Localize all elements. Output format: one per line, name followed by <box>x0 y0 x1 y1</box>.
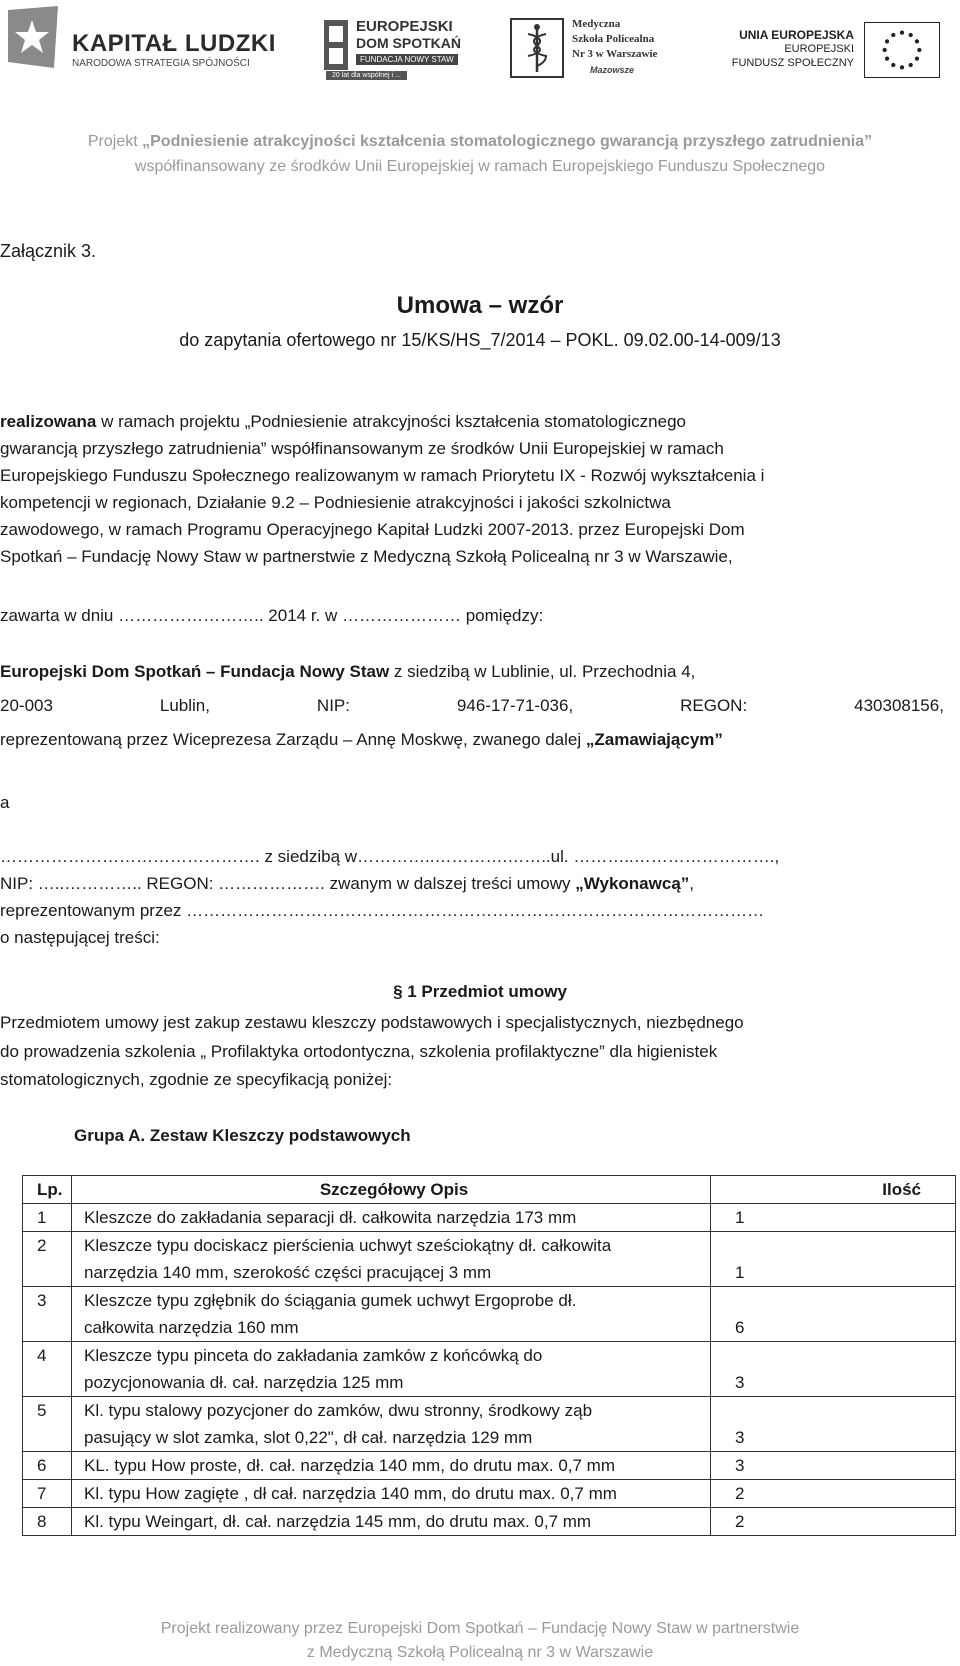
row-ilosc: 3 <box>711 1342 956 1397</box>
following-content: o następującej treści: <box>0 928 160 947</box>
table-row <box>23 1232 956 1287</box>
party1-nip-label: NIP: <box>316 696 350 715</box>
header-opis: Szczegółowy Opis <box>72 1176 711 1204</box>
row-lp: 7 <box>23 1480 72 1508</box>
party2-comma: , <box>689 874 695 893</box>
row-opis <box>72 1342 711 1397</box>
eds-line-3: FUNDACJA NOWY STAW <box>356 54 458 65</box>
footer-line-2: z Medyczną Szkołą Policealną nr 3 w Warszawie <box>306 1644 654 1661</box>
header-ilosc: Ilość <box>711 1176 956 1204</box>
msp-line-1: Medyczna <box>572 18 621 30</box>
subject-line-1: Przedmiotem umowy jest zakup zestawu kleszczy podstawowych i specjalistycznych, niezbędnego <box>0 1013 744 1032</box>
row-ilosc: 3 <box>711 1397 956 1452</box>
concluded-line: zawarta w dniu …………………….. 2014 r. w ………………… pomiędzy: <box>0 606 544 625</box>
table-row <box>23 1204 956 1232</box>
row-lp: 4 <box>23 1342 72 1397</box>
msp-line-2: Szkoła Policealna <box>572 33 655 45</box>
intro-line-1-text: w ramach projektu „Podniesienie atrakcyjności kształcenia stomatologicznego <box>96 412 686 431</box>
kapital-ludzki-logo <box>8 6 276 69</box>
row-ilosc: 6 <box>711 1287 956 1342</box>
kapital-ludzki-subtitle: NARODOWA STRATEGIA SPÓJNOŚCI <box>72 58 250 69</box>
medyczna-szkola-logo <box>510 18 680 80</box>
subject-line-2: do prowadzenia szkolenia „ Profilaktyka ortodontyczna, szkolenia profilaktyczne” dla higienistek <box>0 1042 718 1061</box>
party2-line-2 <box>0 870 694 897</box>
intro-line-3: Europejskiego Funduszu Społecznego realizowanym w ramach Priorytetu IX - Rozwój wykształcenia i <box>0 466 765 485</box>
party2-ids: NIP: …..………….. REGON: ………………. zwanym w dalszej treści umowy <box>0 874 576 893</box>
kapital-ludzki-emblem-icon <box>8 6 58 68</box>
row-lp: 5 <box>23 1397 72 1452</box>
party2-line-3: reprezentowanym przez ………………………………………………………………………………………… <box>0 901 765 920</box>
party1-postcode: 20-003 <box>0 696 53 715</box>
eu-flag-icon <box>864 22 940 78</box>
intro-line-1 <box>0 408 686 435</box>
row-ilosc: 2 <box>711 1480 956 1508</box>
row-opis-line: Kl. typu Weingart, dł. cał. narzędzia 145 mm, do drutu max. 0,7 mm <box>84 1512 592 1531</box>
party2-line-1: ………………………………………. z siedzibą w…………..………….……..ul. ………..……………………., <box>0 847 780 866</box>
row-opis-line: Kleszcze do zakładania separacji dł. całkowita narzędzia 173 mm <box>84 1208 577 1227</box>
party1-city: Lublin, <box>159 696 210 715</box>
intro-line-5: zawodowego, w ramach Programu Operacyjnego Kapitał Ludzki 2007-2013. przez Europejski Dom <box>0 520 745 539</box>
row-lp: 2 <box>23 1232 72 1287</box>
table-row <box>23 1397 956 1452</box>
party1-name: Europejski Dom Spotkań – Fundacja Nowy Staw <box>0 662 390 681</box>
table-row <box>23 1342 956 1397</box>
unia-europejska-logo <box>718 22 940 80</box>
eu-line-1: UNIA EUROPEJSKA <box>739 28 854 42</box>
row-lp: 3 <box>23 1287 72 1342</box>
row-opis-line: narzędzia 140 mm, szerokość części pracującej 3 mm <box>84 1263 492 1282</box>
section-1-heading: § 1 Przedmiot umowy <box>393 982 567 1001</box>
row-opis <box>72 1287 711 1342</box>
eds-line-1: EUROPEJSKI <box>356 18 453 35</box>
row-lp: 8 <box>23 1508 72 1536</box>
row-opis-line: Kleszcze typu dociskacz pierścienia uchwyt sześciokątny dł. całkowita <box>84 1236 612 1255</box>
row-ilosc: 1 <box>711 1204 956 1232</box>
eds-line-4: 20 lat dla wspólnej i ... <box>326 71 407 80</box>
footer-line-1: Projekt realizowany przez Europejski Dom Spotkań – Fundację Nowy Staw w partnerstwie <box>160 1620 800 1637</box>
row-opis <box>72 1480 711 1508</box>
intro-bold: realizowana <box>0 412 97 431</box>
group-a-heading: Grupa A. Zestaw Kleszczy podstawowych <box>74 1126 411 1145</box>
document-title: Umowa – wzór <box>396 292 564 319</box>
project-prefix: Projekt <box>87 133 143 150</box>
row-lp: 6 <box>23 1452 72 1480</box>
row-opis-line: pasujący w slot zamka, slot 0,22", dł cał. narzędzia 129 mm <box>84 1428 533 1447</box>
row-opis <box>72 1232 711 1287</box>
party1-role: „Zamawiającym” <box>585 730 723 749</box>
party1-line-2 <box>0 692 944 719</box>
row-opis <box>72 1204 711 1232</box>
intro-line-2: gwarancją przyszłego zatrudnienia” współfinansowanym ze środków Unii Europejskiej w ramach <box>0 439 724 458</box>
row-opis-line: Kl. typu stalowy pozycjoner do zamków, dwu stronny, środkowy ząb <box>84 1401 593 1420</box>
project-cofinanced: współfinansowany ze środków Unii Europejskiej w ramach Europejskiego Funduszu Społecznego <box>134 158 826 175</box>
row-opis-line: KL. typu How proste, dł. cał. narzędzia 140 mm, do drutu max. 0,7 mm <box>84 1456 616 1475</box>
eu-line-3: FUNDUSZ SPOŁECZNY <box>731 57 854 69</box>
caduceus-icon <box>510 18 564 78</box>
row-opis-line: Kl. typu How zagięte , dł cał. narzędzia 140 mm, do drutu max. 0,7 mm <box>84 1484 617 1503</box>
party1-address: z siedzibą w Lublinie, ul. Przechodnia 4, <box>389 662 696 681</box>
table-header-row <box>23 1176 956 1204</box>
party1-line-1 <box>0 658 695 685</box>
attachment-label: Załącznik 3. <box>0 241 97 261</box>
party1-regon: 430308156, <box>854 696 944 715</box>
row-opis-line: Kleszcze typu pinceta do zakładania zamków z końcówką do <box>84 1346 543 1365</box>
row-opis <box>72 1452 711 1480</box>
msp-line-4: Mazowsze <box>590 65 635 75</box>
row-opis-line: całkowita narzędzia 160 mm <box>84 1318 299 1337</box>
conjunction-and: a <box>0 793 10 812</box>
party1-regon-label: REGON: <box>680 696 748 715</box>
subject-line-3: stomatologicznych, zgodnie ze specyfikacją poniżej: <box>0 1070 393 1089</box>
row-opis <box>72 1508 711 1536</box>
row-ilosc: 2 <box>711 1508 956 1536</box>
table-row <box>23 1452 956 1480</box>
eds-emblem-icon <box>324 20 348 70</box>
document-subtitle: do zapytania ofertowego nr 15/KS/HS_7/2014 – POKL. 09.02.00-14-009/13 <box>179 330 781 350</box>
intro-line-4: kompetencji w regionach, Działanie 9.2 – Podniesienie atrakcyjności i jakości szkolnictwa <box>0 493 671 512</box>
eu-line-2: EUROPEJSKI <box>784 43 854 55</box>
table-row <box>23 1508 956 1536</box>
row-opis-line: pozycjonowania dł. cał. narzędzia 125 mm <box>84 1373 404 1392</box>
table-row <box>23 1287 956 1342</box>
table-row <box>23 1480 956 1508</box>
header-lp: Lp. <box>23 1176 72 1204</box>
row-opis <box>72 1397 711 1452</box>
party2-role: „Wykonawcą” <box>575 874 690 893</box>
items-table <box>22 1175 956 1536</box>
party1-represented: reprezentowaną przez Wiceprezesa Zarządu – Annę Moskwę, zwanego dalej <box>0 730 586 749</box>
project-name: „Podniesienie atrakcyjności kształcenia stomatologicznego gwarancją przyszłego zatrudnienia” <box>142 133 873 150</box>
kapital-ludzki-title: KAPITAŁ LUDZKI <box>72 30 276 57</box>
row-lp: 1 <box>23 1204 72 1232</box>
intro-line-6: Spotkań – Fundację Nowy Staw w partnerstwie z Medyczną Szkołą Policealną nr 3 w Warszawie, <box>0 547 733 566</box>
row-ilosc: 3 <box>711 1452 956 1480</box>
party1-line-3 <box>0 726 723 753</box>
row-opis-line: Kleszcze typu zgłębnik do ściągania gumek uchwyt Ergoprobe dł. <box>84 1291 577 1310</box>
europejski-dom-spotkan-logo <box>324 16 472 78</box>
project-header-line-1 <box>0 133 960 151</box>
eds-line-2: DOM SPOTKAŃ <box>356 35 461 51</box>
party1-nip: 946-17-71-036, <box>456 696 574 715</box>
msp-line-3: Nr 3 w Warszawie <box>572 48 658 60</box>
row-ilosc: 1 <box>711 1232 956 1287</box>
